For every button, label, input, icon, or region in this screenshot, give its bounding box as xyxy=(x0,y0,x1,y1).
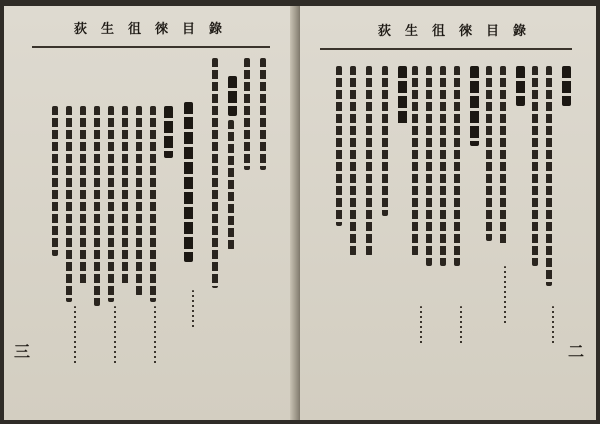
leader-dots xyxy=(420,306,422,346)
text-line xyxy=(382,66,388,216)
leader-dots xyxy=(192,290,194,328)
leader-dots xyxy=(460,306,462,346)
text-line xyxy=(136,106,142,296)
leader-dots xyxy=(552,306,554,346)
text-line xyxy=(426,66,432,266)
leader-dots xyxy=(154,306,156,366)
text-line xyxy=(366,66,372,256)
leader-dots xyxy=(74,306,76,366)
text-line xyxy=(52,106,58,256)
text-line xyxy=(228,76,237,116)
leader-dots xyxy=(114,306,116,366)
text-line xyxy=(66,106,72,302)
right-page xyxy=(300,6,596,420)
text-line xyxy=(546,66,552,286)
text-line xyxy=(470,66,479,146)
header-rule xyxy=(32,46,270,48)
text-line xyxy=(184,102,193,262)
text-line xyxy=(532,66,538,266)
text-line xyxy=(212,58,218,288)
text-line xyxy=(454,66,460,266)
text-line xyxy=(244,58,250,170)
text-line xyxy=(122,106,128,286)
page-folio: 三 xyxy=(14,342,31,361)
page-folio: 二 xyxy=(568,342,585,361)
text-line xyxy=(440,66,446,266)
text-line xyxy=(500,66,506,246)
text-line xyxy=(150,106,156,302)
running-title: 荻生徂徠目錄 xyxy=(74,22,237,37)
text-line xyxy=(260,58,266,170)
leader-dots xyxy=(504,266,506,326)
text-line xyxy=(516,66,525,106)
text-line xyxy=(336,66,342,226)
text-line xyxy=(164,106,173,158)
left-page xyxy=(4,6,296,420)
text-line xyxy=(350,66,356,256)
text-line xyxy=(562,66,571,106)
text-line xyxy=(108,106,114,302)
text-line xyxy=(486,66,492,241)
text-line xyxy=(398,66,407,126)
text-line xyxy=(80,106,86,286)
open-book xyxy=(4,6,596,420)
text-line xyxy=(228,120,234,250)
text-line xyxy=(94,106,100,306)
running-title: 荻生徂徠目錄 xyxy=(378,24,541,39)
header-rule xyxy=(320,48,572,50)
text-line xyxy=(412,66,418,256)
